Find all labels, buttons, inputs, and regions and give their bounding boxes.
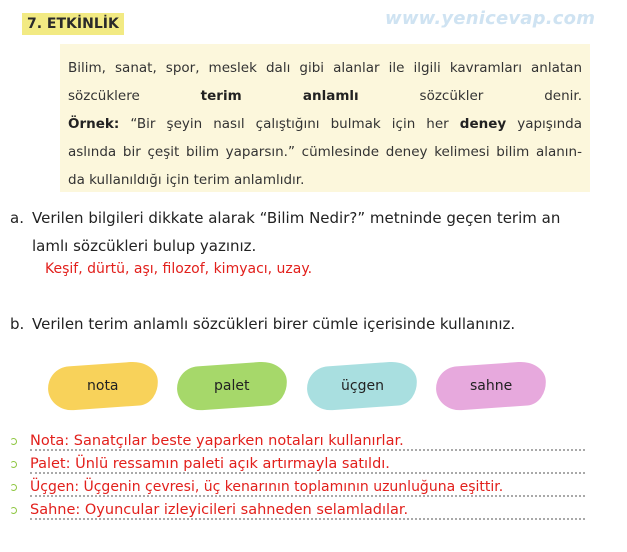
watermark: www.yenicevap.com	[385, 8, 596, 29]
word-chip-nota: nota	[47, 360, 160, 412]
bullet-icon	[10, 461, 17, 468]
answer-text-1: Nota: Sanatçılar beste yaparken notaları kullanırlar.	[30, 433, 404, 449]
info-line-1: Bilim, sanat, spor, meslek dalı gibi alanlar ile ilgili kavramları anlatan	[68, 60, 582, 76]
activity-title: 7. ETKİNLİK	[22, 13, 124, 35]
answer-line-1	[10, 431, 585, 453]
word-chip-palet: palet	[176, 360, 289, 412]
info-line-2: sözcüklere terim anlamlı sözcükler denir.	[68, 88, 582, 104]
answer-text-2: Palet: Ünlü ressamın paleti açık artırmayla satıldı.	[30, 456, 390, 472]
answer-line-2	[10, 454, 585, 476]
word-chip-ucgen: üçgen	[306, 360, 419, 412]
question-a-number: a.	[10, 209, 24, 227]
answer-line-4	[10, 500, 585, 522]
answer-text-3: Üçgen: Üçgenin çevresi, üç kenarının toplamının uzunluğuna eşittir.	[30, 479, 504, 495]
info-line-4: aslında bir çeşit bilim yaparsın.” cümlesinde deney kelimesi bilim alanın-	[68, 144, 582, 160]
question-a-line-1: Verilen bilgileri dikkate alarak “Bilim Nedir?” metninde geçen terim an	[32, 209, 561, 227]
bullet-icon	[10, 438, 17, 445]
bullet-icon	[10, 484, 17, 491]
bullet-icon	[10, 507, 17, 514]
question-b-text: Verilen terim anlamlı sözcükleri birer cümle içerisinde kullanınız.	[32, 315, 516, 333]
answer-text-4: Sahne: Oyuncular izleyicileri sahneden selamladılar.	[30, 502, 409, 518]
question-b	[10, 310, 515, 338]
info-box	[60, 44, 590, 192]
question-a	[10, 204, 560, 232]
info-line-3: Örnek: “Bir şeyin nasıl çalıştığını bulmak için her deney yapışında	[68, 116, 582, 132]
info-line-5: da kullanıldığı için terim anlamlıdır.	[68, 172, 305, 188]
answer-line-3	[10, 477, 585, 499]
question-a-answer: Keşif, dürtü, aşı, filozof, kimyacı, uzay.	[45, 261, 313, 277]
question-b-number: b.	[10, 315, 25, 333]
question-a-line-2: lamlı sözcükleri bulup yazınız.	[32, 237, 257, 255]
word-chip-sahne: sahne	[435, 360, 548, 412]
